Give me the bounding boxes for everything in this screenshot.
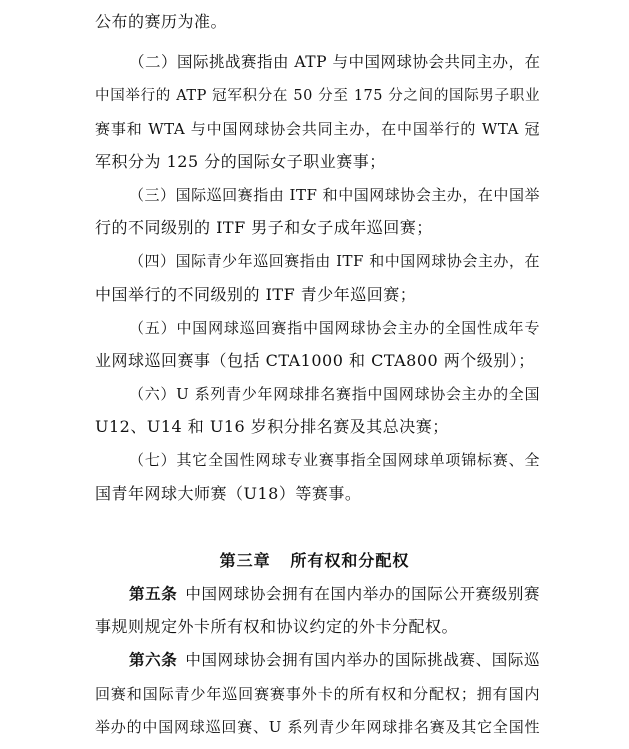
- text-line: 事规则规定外卡所有权和协议约定的外卡分配权。: [95, 617, 459, 636]
- article-label: 第六条: [129, 650, 178, 669]
- article-text: 中国网球协会拥有国内举办的国际挑战赛、国际巡: [185, 651, 540, 669]
- text-line: 公布的赛历为准。: [95, 12, 228, 31]
- text-line: 行的不同级别的 ITF 男子和女子成年巡回赛；: [95, 218, 433, 237]
- article-5-line-1: [129, 584, 540, 604]
- text-line: 业网球巡回赛事（包括 CTA1000 和 CTA800 两个级别）；: [95, 351, 535, 370]
- article-6-line-1: [129, 650, 540, 670]
- text-line: 回赛和国际青少年巡回赛赛事外卡的所有权和分配权；拥有国内: [95, 685, 540, 703]
- text-line: 举办的中国网球巡回赛、U 系列青少年网球排名赛及其它全国性: [95, 718, 540, 736]
- text-line: 国青年网球大师赛（U18）等赛事。: [95, 484, 362, 503]
- text-line: （五）中国网球巡回赛指中国网球协会主办的全国性成年专: [129, 319, 540, 337]
- text-line: 赛事和 WTA 与中国网球协会共同主办，在中国举行的 WTA 冠: [95, 120, 540, 138]
- article-text: 中国网球协会拥有在国内举办的国际公开赛级别赛: [185, 585, 540, 603]
- text-line: U12、U14 和 U16 岁积分排名赛及其总决赛；: [95, 417, 449, 436]
- text-line: （二）国际挑战赛指由 ATP 与中国网球协会共同主办，在: [129, 53, 541, 71]
- text-line: （四）国际青少年巡回赛指由 ITF 和中国网球协会主办，在: [129, 252, 540, 270]
- text-line: （三）国际巡回赛指由 ITF 和中国网球协会主办，在中国举: [129, 186, 540, 204]
- text-line: 中国举行的 ATP 冠军积分在 50 分至 175 分之间的国际男子职业: [95, 88, 540, 104]
- text-line: 中国举行的不同级别的 ITF 青少年巡回赛；: [95, 285, 417, 304]
- text-line: （七）其它全国性网球专业赛事指全国网球单项锦标赛、全: [129, 451, 540, 469]
- text-line: 军积分为 125 分的国际女子职业赛事；: [95, 152, 386, 171]
- chapter-title: 第三章 所有权和分配权: [219, 551, 410, 570]
- article-label: 第五条: [129, 584, 178, 603]
- text-line: （六）U 系列青少年网球排名赛指中国网球协会主办的全国: [129, 385, 540, 403]
